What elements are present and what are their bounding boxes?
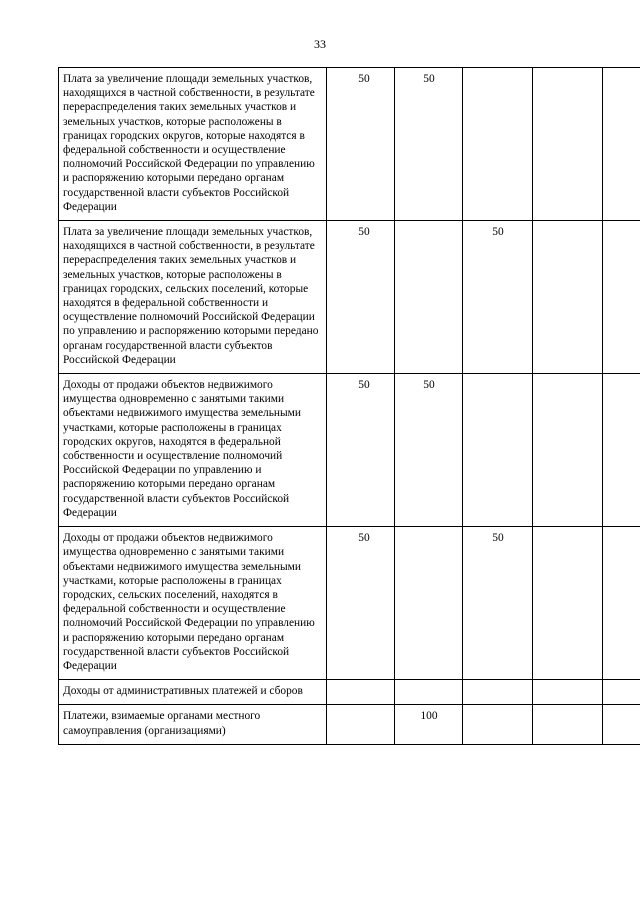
row-description: Платежи, взимаемые органами местного самоуправления (организациями) xyxy=(59,705,327,744)
value-cell xyxy=(603,68,640,221)
row-description: Доходы от административных платежей и сборов xyxy=(59,680,327,705)
value-cell xyxy=(533,221,603,374)
table-row xyxy=(59,680,640,705)
value-cell xyxy=(395,680,463,705)
value-cell: 50 xyxy=(327,68,395,221)
value-cell: 50 xyxy=(463,221,533,374)
row-description: Доходы от продажи объектов недвижимого имущества одновременно с занятыми такими объектами недвижимого имущества земельными участками, которые расположены в границах городских округов, находятся в федеральной собственности и осуществление полномочий Российской Федерации по управлению и распоряжению которыми передано органам государственной власти субъектов Российской Федерации xyxy=(59,374,327,527)
table-row xyxy=(59,374,640,527)
value-cell xyxy=(463,374,533,527)
value-cell xyxy=(603,221,640,374)
value-cell xyxy=(327,680,395,705)
revenue-distribution-table xyxy=(58,67,640,745)
value-cell xyxy=(533,68,603,221)
value-cell: 50 xyxy=(327,527,395,680)
value-cell xyxy=(463,680,533,705)
value-cell xyxy=(327,705,395,744)
value-cell xyxy=(603,705,640,744)
value-cell: 50 xyxy=(327,374,395,527)
row-description: Плата за увеличение площади земельных участков, находящихся в частной собственности, в результате перераспределения таких земельных участков и земельных участков, которые расположены в границах городских округов, которые находятся в федеральной собственности и осуществление полномочий Российской Федерации по управлению и распоряжению которыми передано органам государственной власти субъектов Российской Федерации xyxy=(59,68,327,221)
value-cell xyxy=(395,221,463,374)
value-cell xyxy=(463,68,533,221)
value-cell xyxy=(395,527,463,680)
value-cell: 50 xyxy=(463,527,533,680)
row-description: Плата за увеличение площади земельных участков, находящихся в частной собственности, в результате перераспределения таких земельных участков и земельных участков, которые расположены в границах городских, сельских поселений, которые находятся в федеральной собственности и осуществление полномочий Российской Федерации по управлению и распоряжению которыми передано органам государственной власти субъектов Российской Федерации xyxy=(59,221,327,374)
table-row xyxy=(59,68,640,221)
row-description: Доходы от продажи объектов недвижимого имущества одновременно с занятыми такими объектами недвижимого имущества земельными участками, которые расположены в границах городских, сельских поселений, находятся в федеральной собственности и осуществление полномочий Российской Федерации по управлению и распоряжению которыми передано органам государственной власти субъектов Российской Федерации xyxy=(59,527,327,680)
value-cell: 100 xyxy=(395,705,463,744)
value-cell xyxy=(463,705,533,744)
value-cell xyxy=(533,680,603,705)
value-cell xyxy=(533,527,603,680)
value-cell: 50 xyxy=(395,374,463,527)
table-row xyxy=(59,527,640,680)
value-cell xyxy=(533,374,603,527)
value-cell xyxy=(533,705,603,744)
table-row xyxy=(59,705,640,744)
value-cell: 50 xyxy=(327,221,395,374)
value-cell xyxy=(603,680,640,705)
table-row xyxy=(59,221,640,374)
value-cell xyxy=(603,374,640,527)
page-number: 33 xyxy=(314,37,326,51)
value-cell: 50 xyxy=(395,68,463,221)
value-cell xyxy=(603,527,640,680)
